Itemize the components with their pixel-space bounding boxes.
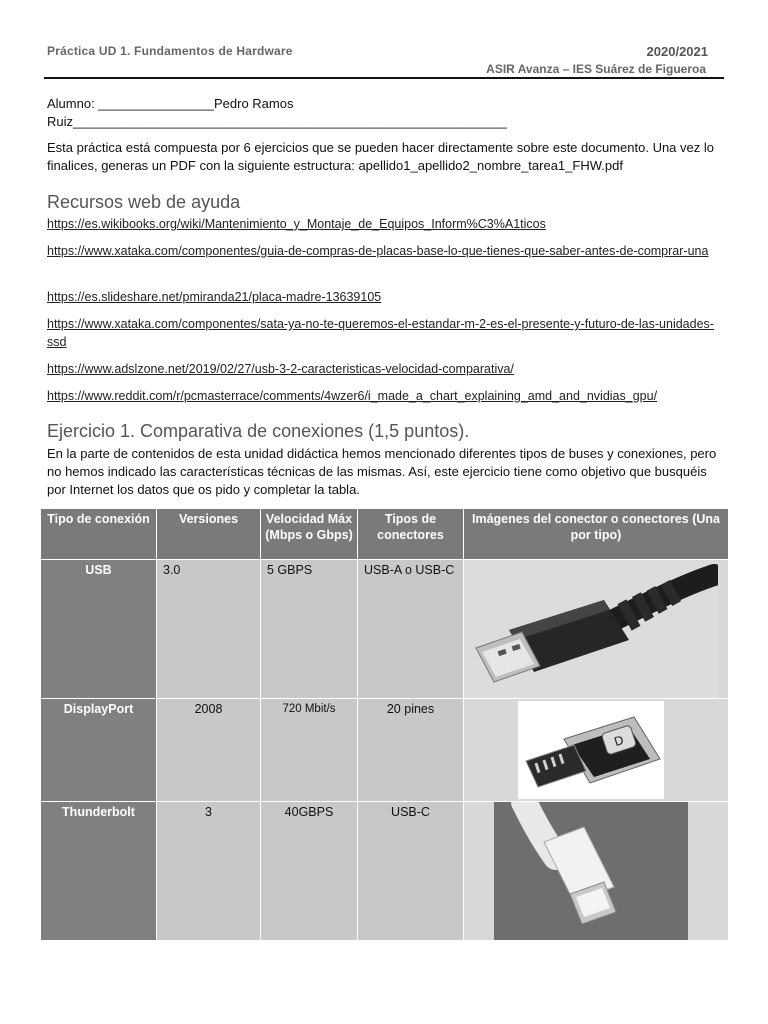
- cell-connectors: 20 pines: [358, 699, 464, 802]
- resource-link[interactable]: https://es.slideshare.net/pmiranda21/placa-madre-13639105: [47, 290, 382, 304]
- cell-type: USB: [41, 560, 157, 699]
- resource-link[interactable]: https://es.wikibooks.org/wiki/Mantenimiento_y_Montaje_de_Equipos_Inform%C3%A1ticos: [47, 217, 546, 231]
- col-header-connectors: Tipos de conectores: [358, 509, 464, 560]
- header-year: 2020/2021: [646, 44, 708, 59]
- header-divider: [44, 77, 724, 79]
- col-header-images: Imágenes del conector o conectores (Una por tipo): [464, 509, 729, 560]
- cell-version: 3: [157, 802, 261, 941]
- exercise1-description: En la parte de contenidos de esta unidad didáctica hemos mencionado diferentes tipos de buses y conexiones, pero no hemos indicado las características técnicas de las mismas. Así, este ejercicio tiene como objetivo que busquéis por Internet los datos que os pido y completar la tabla.: [47, 446, 717, 497]
- cell-speed: 720 Mbit/s: [261, 699, 358, 802]
- col-header-type: Tipo de conexión: [41, 509, 157, 560]
- thunderbolt-connector-photo: [464, 802, 718, 940]
- cell-speed: 40GBPS: [261, 802, 358, 941]
- resource-link[interactable]: https://www.adslzone.net/2019/02/27/usb-3-2-caracteristicas-velocidad-comparativa/: [47, 362, 514, 376]
- cell-connectors: USB-A o USB-C: [358, 560, 464, 699]
- header-course-title: Práctica UD 1. Fundamentos de Hardware: [47, 44, 293, 58]
- cell-type: Thunderbolt: [41, 802, 157, 941]
- cell-speed: 5 GBPS: [261, 560, 358, 699]
- svg-text:D: D: [612, 732, 626, 750]
- resource-link[interactable]: https://www.xataka.com/componentes/sata-ya-no-te-queremos-el-estandar-m-2-es-el-presente-y-futuro-de-las-unidades-ssd: [47, 317, 714, 349]
- resource-link[interactable]: https://www.reddit.com/r/pcmasterrace/comments/4wzer6/i_made_a_chart_explaining_amd_and_nvidias_gpu/: [47, 389, 658, 403]
- cell-version: 2008: [157, 699, 261, 802]
- student-name-line2: Ruiz____________________________________________________________: [47, 114, 507, 129]
- cell-image: [464, 560, 729, 699]
- table-header-row: [41, 509, 729, 560]
- connections-table: [40, 508, 729, 941]
- student-name-line1: Alumno: ________________Pedro Ramos: [47, 96, 294, 111]
- resource-link[interactable]: https://www.xataka.com/componentes/guia-de-compras-de-placas-base-lo-que-tienes-que-saber-antes-de-comprar-una: [47, 244, 709, 258]
- cell-type: DisplayPort: [41, 699, 157, 802]
- usb-a-connector-photo: [464, 560, 718, 698]
- exercise1-heading: Ejercicio 1. Comparativa de conexiones (1,5 puntos).: [47, 421, 470, 441]
- table-row: [41, 560, 729, 699]
- col-header-speed: Velocidad Máx (Mbps o Gbps): [261, 509, 358, 560]
- cell-connectors: USB-C: [358, 802, 464, 941]
- displayport-connector-photo: [464, 699, 718, 801]
- table-row: [41, 802, 729, 941]
- header-organization: ASIR Avanza – IES Suárez de Figueroa: [486, 62, 706, 76]
- col-header-versions: Versiones: [157, 509, 261, 560]
- table-row: [41, 699, 729, 802]
- intro-paragraph: Esta práctica está compuesta por 6 ejercicios que se pueden hacer directamente sobre este documento. Una vez lo finalices, generas un PDF con la siguiente estructura: apellido1_apellido2_nombre_tarea1_FHW.pdf: [47, 140, 714, 173]
- cell-image: [464, 699, 729, 802]
- resources-heading: Recursos web de ayuda: [47, 192, 241, 212]
- cell-image: [464, 802, 729, 941]
- cell-version: 3.0: [157, 560, 261, 699]
